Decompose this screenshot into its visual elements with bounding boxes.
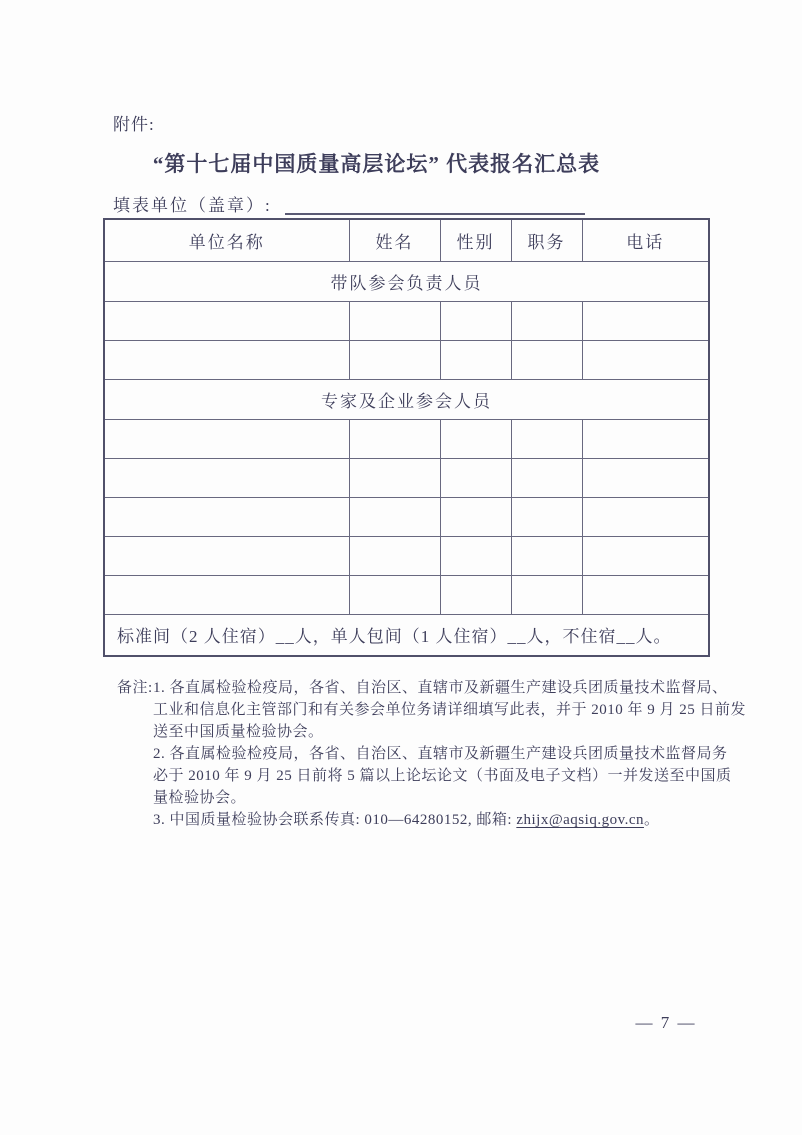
note-line: 2. 各直属检验检疫局，各省、自治区、直辖市及新疆生产建设兵团质量技术监督局务 xyxy=(153,746,728,762)
table-row xyxy=(104,301,709,340)
header-cell-position: 职务 xyxy=(511,219,582,261)
section-row-leaders xyxy=(104,261,709,301)
table-cell-empty xyxy=(440,419,511,458)
table-cell-empty xyxy=(349,340,440,379)
table-cell-empty xyxy=(440,458,511,497)
table-cell-empty xyxy=(511,575,582,614)
table-cell-empty xyxy=(440,575,511,614)
contact-email-link[interactable]: zhijx@aqsiq.gov.cn xyxy=(516,812,644,828)
note-line: 送至中国质量检验协会。 xyxy=(153,724,324,740)
table-cell-empty xyxy=(104,419,349,458)
table-cell-empty xyxy=(440,497,511,536)
table-cell-empty xyxy=(104,301,349,340)
notes-label: 备注: xyxy=(117,680,153,696)
table-cell-empty xyxy=(511,497,582,536)
contact-text-end: 。 xyxy=(644,812,660,828)
note-line: 1. 各直属检验检疫局，各省、自治区、直辖市及新疆生产建设兵团质量技术监督局、 xyxy=(153,680,728,696)
section-label-experts: 专家及企业参会人员 xyxy=(104,379,709,419)
header-cell-name: 姓名 xyxy=(349,219,440,261)
table-header-row xyxy=(104,219,709,261)
header-cell-gender: 性别 xyxy=(440,219,511,261)
table-cell-empty xyxy=(511,340,582,379)
table-cell-empty xyxy=(440,340,511,379)
table-cell-empty xyxy=(349,419,440,458)
table-cell-empty xyxy=(104,340,349,379)
table-cell-empty xyxy=(511,458,582,497)
table-cell-empty xyxy=(104,458,349,497)
table-cell-empty xyxy=(349,497,440,536)
table-cell-empty xyxy=(349,536,440,575)
header-cell-unit-name: 单位名称 xyxy=(104,219,349,261)
attachment-label: 附件: xyxy=(113,115,155,134)
table-cell-empty xyxy=(582,419,709,458)
page-number: — 7 — xyxy=(635,1013,697,1032)
fill-unit-blank-line xyxy=(285,193,585,215)
contact-text: 3. 中国质量检验协会联系传真: 010—64280152, 邮箱: xyxy=(153,812,517,828)
table-row xyxy=(104,458,709,497)
accommodation-text: 标准间（2 人住宿）__人，单人包间（1 人住宿）__人，不住宿__人。 xyxy=(104,614,709,656)
table-cell-empty xyxy=(440,301,511,340)
table-cell-empty xyxy=(349,458,440,497)
table-cell-empty xyxy=(511,536,582,575)
table-cell-empty xyxy=(582,458,709,497)
table-cell-empty xyxy=(511,419,582,458)
table-cell-empty xyxy=(582,536,709,575)
table-cell-empty xyxy=(582,575,709,614)
table-cell-empty xyxy=(582,497,709,536)
table-cell-empty xyxy=(349,301,440,340)
table-row xyxy=(104,575,709,614)
notes-block xyxy=(117,677,747,831)
fill-unit-label: 填表单位（盖章）: xyxy=(113,196,272,215)
table-cell-empty xyxy=(582,301,709,340)
table-cell-empty xyxy=(349,575,440,614)
header-cell-phone: 电话 xyxy=(582,219,709,261)
note-line: 量检验协会。 xyxy=(153,790,247,806)
registration-table xyxy=(103,218,710,657)
table-cell-empty xyxy=(104,575,349,614)
note-line: 工业和信息化主管部门和有关参会单位务请详细填写此表，并于 2010 年 9 月 25 日前发 xyxy=(153,702,747,718)
table-cell-empty xyxy=(511,301,582,340)
table-cell-empty xyxy=(104,497,349,536)
notes-body xyxy=(153,677,747,831)
table-cell-empty xyxy=(440,536,511,575)
table-cell-empty xyxy=(582,340,709,379)
note-line-contact xyxy=(153,809,717,831)
page-title: “第十七届中国质量高层论坛” 代表报名汇总表 xyxy=(152,152,601,176)
accommodation-row xyxy=(104,614,709,656)
table-cell-empty xyxy=(104,536,349,575)
table-row xyxy=(104,536,709,575)
table-row xyxy=(104,419,709,458)
section-row-experts xyxy=(104,379,709,419)
section-label-leaders: 带队参会负责人员 xyxy=(104,261,709,301)
table-row xyxy=(104,340,709,379)
note-line: 必于 2010 年 9 月 25 日前将 5 篇以上论坛论文（书面及电子文档）一并发送至中国质 xyxy=(153,768,732,784)
table-row xyxy=(104,497,709,536)
